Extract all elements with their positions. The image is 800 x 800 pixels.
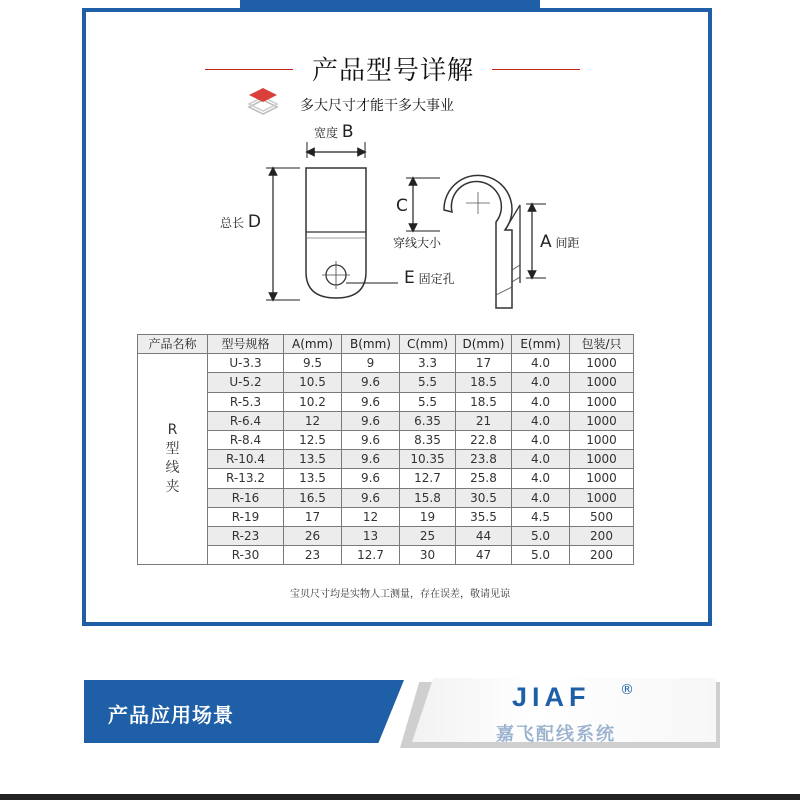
table-cell: 23.8 xyxy=(456,450,512,469)
header-package: 包装/只 xyxy=(570,335,634,354)
header-b: B(mm) xyxy=(342,335,400,354)
table-cell: 9.5 xyxy=(284,354,342,373)
table-cell: 12.7 xyxy=(400,469,456,488)
c-letter-label: C xyxy=(396,196,408,216)
table-cell: 4.0 xyxy=(512,469,570,488)
table-cell: 25.8 xyxy=(456,469,512,488)
table-row xyxy=(138,354,634,373)
table-cell: 1000 xyxy=(570,450,634,469)
spec-table xyxy=(137,334,634,565)
table-cell: 18.5 xyxy=(456,392,512,411)
table-cell: 5.0 xyxy=(512,526,570,545)
table-cell: 22.8 xyxy=(456,430,512,449)
table-cell: 5.5 xyxy=(400,392,456,411)
table-header-row xyxy=(138,335,634,354)
table-cell: R-19 xyxy=(208,507,284,526)
table-cell: 26 xyxy=(284,526,342,545)
table-cell: R-8.4 xyxy=(208,430,284,449)
table-cell: 9.6 xyxy=(342,450,400,469)
table-cell: 3.3 xyxy=(400,354,456,373)
header-product-name: 产品名称 xyxy=(138,335,208,354)
table-cell: 200 xyxy=(570,526,634,545)
table-cell: 10.5 xyxy=(284,373,342,392)
table-cell: 1000 xyxy=(570,373,634,392)
table-cell: 4.0 xyxy=(512,392,570,411)
table-cell: 9 xyxy=(342,354,400,373)
table-cell: U-3.3 xyxy=(208,354,284,373)
product-name-char: 线 xyxy=(165,460,180,477)
table-cell: 4.0 xyxy=(512,430,570,449)
header-d: D(mm) xyxy=(456,335,512,354)
table-cell: R-16 xyxy=(208,488,284,507)
footnote: 宝贝尺寸均是实物人工测量，存在误差，敬请见谅 xyxy=(290,589,510,600)
table-cell: 5.0 xyxy=(512,546,570,565)
table-row xyxy=(138,488,634,507)
table-cell: 19 xyxy=(400,507,456,526)
table-cell: 17 xyxy=(456,354,512,373)
table-cell: 12 xyxy=(284,411,342,430)
table-cell: 44 xyxy=(456,526,512,545)
table-cell: 1000 xyxy=(570,392,634,411)
table-cell: 13.5 xyxy=(284,469,342,488)
table-cell: 13.5 xyxy=(284,450,342,469)
section-title: 产品应用场景 xyxy=(108,703,234,727)
hole-e-label: E 固定孔 xyxy=(404,268,455,288)
table-row xyxy=(138,507,634,526)
table-cell: 12.7 xyxy=(342,546,400,565)
table-cell: 9.6 xyxy=(342,411,400,430)
table-row xyxy=(138,469,634,488)
table-cell: 4.0 xyxy=(512,354,570,373)
header-c: C(mm) xyxy=(400,335,456,354)
table-cell: 9.6 xyxy=(342,430,400,449)
table-cell: 47 xyxy=(456,546,512,565)
table-cell: 500 xyxy=(570,507,634,526)
table-cell: 5.5 xyxy=(400,373,456,392)
table-cell: 10.35 xyxy=(400,450,456,469)
width-b-label: 宽度 B xyxy=(314,122,354,142)
table-cell: 200 xyxy=(570,546,634,565)
header-a: A(mm) xyxy=(284,335,342,354)
table-row xyxy=(138,373,634,392)
table-row xyxy=(138,450,634,469)
table-cell: 1000 xyxy=(570,411,634,430)
clamp-dimension-diagram xyxy=(0,0,800,330)
brand-logo: JIAF xyxy=(512,682,591,712)
header-e: E(mm) xyxy=(512,335,570,354)
table-cell: 1000 xyxy=(570,488,634,507)
table-cell: 6.35 xyxy=(400,411,456,430)
table-cell: 9.6 xyxy=(342,488,400,507)
table-cell: R-23 xyxy=(208,526,284,545)
table-cell: 16.5 xyxy=(284,488,342,507)
table-cell: 12.5 xyxy=(284,430,342,449)
table-cell: 4.0 xyxy=(512,373,570,392)
product-name-char: 夹 xyxy=(165,479,180,496)
brand-chinese-name: 嘉飞配线系统 xyxy=(496,724,616,745)
table-cell: 1000 xyxy=(570,354,634,373)
table-row xyxy=(138,546,634,565)
table-cell: 35.5 xyxy=(456,507,512,526)
table-cell: 23 xyxy=(284,546,342,565)
product-name-cell xyxy=(138,354,208,565)
table-cell: 17 xyxy=(284,507,342,526)
table-cell: U-5.2 xyxy=(208,373,284,392)
table-cell: R-30 xyxy=(208,546,284,565)
page-title: 产品型号详解 xyxy=(311,56,474,86)
table-row xyxy=(138,430,634,449)
table-cell: 1000 xyxy=(570,469,634,488)
table-cell: 13 xyxy=(342,526,400,545)
table-cell: R-5.3 xyxy=(208,392,284,411)
length-d-label: 总长 D xyxy=(220,212,261,232)
table-cell: 4.0 xyxy=(512,488,570,507)
table-cell: 25 xyxy=(400,526,456,545)
table-cell: 8.35 xyxy=(400,430,456,449)
table-cell: R-10.4 xyxy=(208,450,284,469)
registered-mark: ® xyxy=(620,682,634,698)
c-size-label: 穿线大小 xyxy=(393,236,442,250)
table-cell: R-6.4 xyxy=(208,411,284,430)
table-cell: 18.5 xyxy=(456,373,512,392)
table-cell: 9.6 xyxy=(342,392,400,411)
table-cell: 9.6 xyxy=(342,373,400,392)
product-name-char: 型 xyxy=(165,441,180,458)
table-cell: 4.0 xyxy=(512,411,570,430)
table-cell: 10.2 xyxy=(284,392,342,411)
table-cell: 4.0 xyxy=(512,450,570,469)
table-cell: 12 xyxy=(342,507,400,526)
table-cell: 9.6 xyxy=(342,469,400,488)
a-spacing-label: A 间距 xyxy=(540,232,580,252)
page-subtitle: 多大尺寸才能干多大事业 xyxy=(300,98,454,114)
table-row xyxy=(138,411,634,430)
header-model: 型号规格 xyxy=(208,335,284,354)
table-cell: R-13.2 xyxy=(208,469,284,488)
table-cell: 30.5 xyxy=(456,488,512,507)
product-name-char: R xyxy=(167,422,178,439)
table-row xyxy=(138,392,634,411)
table-cell: 30 xyxy=(400,546,456,565)
table-cell: 1000 xyxy=(570,430,634,449)
table-cell: 15.8 xyxy=(400,488,456,507)
table-cell: 21 xyxy=(456,411,512,430)
bottom-divider xyxy=(0,794,800,800)
table-cell: 4.5 xyxy=(512,507,570,526)
table-row xyxy=(138,526,634,545)
